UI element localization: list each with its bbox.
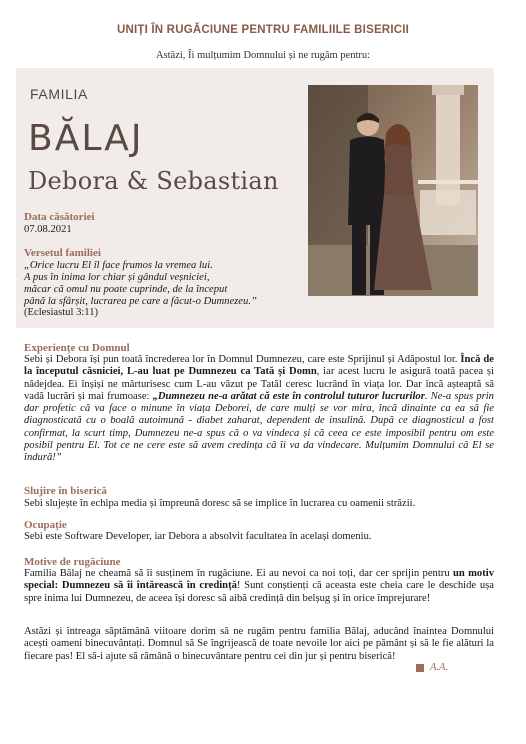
prayer-title: Motive de rugăciune (24, 556, 121, 568)
verse-line: măcar că omul nu poate cuprinde, de la început (24, 284, 228, 295)
experiences-highlight: Încă de la începutul căsniciei, L-au luat pe Dumnezeu ca Tată și Domn (24, 354, 494, 378)
verse-title: Versetul familiei (24, 247, 101, 259)
verse-line: A pus în inima lor chiar și gândul veșniciei, (24, 272, 210, 283)
experiences-text (24, 354, 494, 465)
signature (416, 662, 448, 673)
signature-square-icon (416, 664, 424, 672)
occupation-text: Sebi este Software Developer, iar Debora a absolvit facultatea în același domeniu. (24, 531, 372, 542)
page-subtitle: Astăzi, Îi mulțumim Domnului și ne rugăm pentru: (155, 50, 371, 61)
verse-line: „Orice lucru El îl face frumos la vremea lui. (24, 260, 213, 271)
verse-line: până la sfârșit, lucrarea pe care a făcut-o Dumnezeu.” (24, 296, 257, 307)
ministry-title: Slujire în biserică (24, 485, 107, 497)
experiences-quote: . Ne-a spus prin dar profetic că va face o minune în viața Deborei, de care mulți se vor mira, încă dinainte ca ea să fie diagnosticată cu o boală autoimună - diabet zaharat, dependent de insulină. După ce diagnosticul a fost confirmat, la scurt timp, Dumnezeu ne-a spus că o va vindeca și că ceea ce este imposibil pentru om este posibil pentru El. Tot ce ne cere este să avem credința că îi va da vindecare. Mulțumim Domnului că El se îndură!” (24, 390, 494, 464)
experiences-title: Experiențe cu Domnul (24, 342, 130, 354)
couple-photo-illustration (308, 85, 478, 296)
prayer-text (24, 568, 494, 605)
family-names: Debora & Sebastian (28, 167, 279, 195)
prayer-closing: Astăzi și întreaga săptămână viitoare dorim să ne rugăm pentru familia Bălaj, aducând înaintea Domnului acești oameni binecuvântați. Domnul să Se îngrijească de toate nevoile lor aici pe pământ și să le fie alături la fiecare pas! El să-i ajute să rămână o binecuvântare pentru cei din jur și pentru biserică! (24, 626, 494, 662)
signature-initials: A.A. (430, 662, 449, 673)
experiences-body: , iar acest lucru le asigură toată pacea și nădejdea. Ei înșiși ne mărturisesc cum L-au văzut pe Tatăl ceresc lucrând în viața lor. Dar încă așteaptă să vadă lucrări și mai frumoase: (24, 366, 494, 402)
occupation-title: Ocupație (24, 519, 67, 531)
wedding-date: 07.08.2021 (24, 224, 72, 235)
prayer-intro: Familia Bălaj ne cheamă să îi susținem în rugăciune. Ei au nevoi ca noi toți, dar cer sprijin pentru (24, 568, 453, 579)
wedding-date-title: Data căsătoriei (24, 211, 95, 223)
couple-photo (308, 85, 478, 296)
prayer-body: ! Sunt conștienți că aceasta este cheia care le deschide ușa spre inima lui Dumnezeu, de aceea își doresc să aibă credință din belșug și în orice împrejurare! (24, 580, 494, 604)
prayer-highlight: un motiv special: Dumnezeu să îi întărească în credință (24, 568, 494, 592)
family-surname: BĂLAJ (28, 118, 144, 159)
page-title: UNIȚI ÎN RUGĂCIUNE PENTRU FAMILIILE BISERICII (116, 24, 410, 36)
experiences-quote-highlight: „Dumnezeu ne-a arătat că este în controlul tuturor lucrurilor (152, 390, 425, 402)
experiences-intro: Sebi și Debora își pun toată încrederea lor în Domnul Dumnezeu, care este Sprijinul și Adăpostul lor. (24, 354, 461, 365)
ministry-text: Sebi slujește în echipa media și împreună doresc să se implice în lucrarea cu oamenii străzii. (24, 498, 416, 509)
family-label: FAMILIA (30, 86, 88, 102)
verse-reference: (Eclesiastul 3:11) (24, 307, 99, 318)
